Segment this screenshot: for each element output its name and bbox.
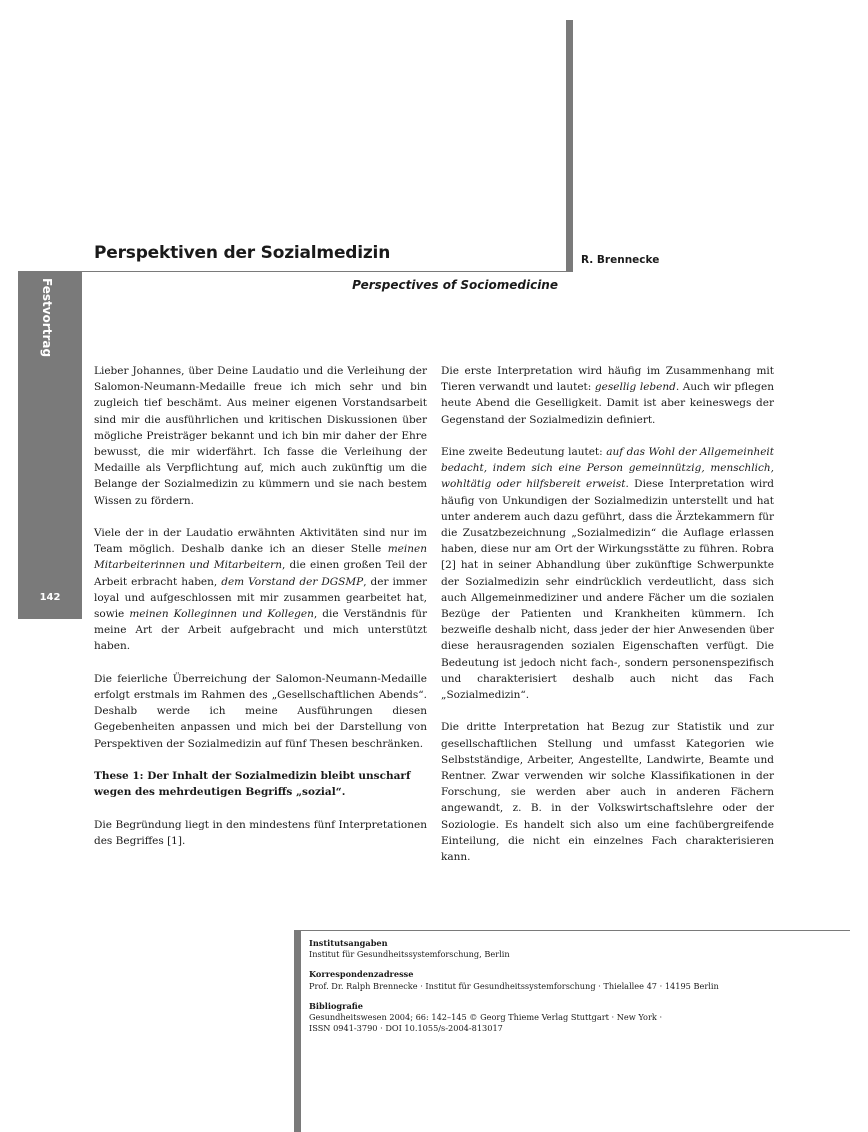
paragraph: Die feierliche Überreichung der Salomon-Neumann-Medaille erfolgt erstmals im Rahmen des „Gesellschaftlichen Abends“. Deshalb werde ich meine Ausführungen diesen Gegebenheiten anpassen und mich bei der Darstellung von Perspektiven der Sozialmedizin auf fünf Thesen beschränken.	[94, 672, 427, 750]
emphasis: dem Vorstand der DGSMP	[221, 575, 364, 588]
paragraph: Lieber Johannes, über Deine Laudatio und die Verleihung der Salomon-Neumann-Medaille freue ich mich sehr und bin zugleich tief beschämt. Aus meiner eigenen Vorstandsarbeit sind mir die ausführlichen und kritischen Diskussionen über mögliche Preisträger bekannt und ich bin mir daher der Ehre bewusst, die mir widerfährt. Ich fasse die Verleihung der Medaille als Verpflichtung auf, mich auch zukünftig um die Belange der Sozialmedizin zu kümmern und sie nach bestem Wissen zu fördern.	[94, 365, 427, 507]
paragraph: Die Begründung liegt in den mindestens fünf Interpretationen des Begriffes [1].	[94, 818, 427, 847]
paragraph	[94, 525, 427, 655]
thesis-heading: These 1: Der Inhalt der Sozialmedizin bleibt unscharf wegen des mehrdeutigen Begriffs „sozial“.	[94, 770, 411, 799]
text-run: , der immer loyal und aufgeschlossen mit mir zusammen gearbeitet hat, sowie	[94, 575, 427, 621]
article-author: R. Brennecke	[581, 254, 660, 266]
article-info-box	[309, 938, 849, 1043]
correspondence-block	[309, 969, 849, 991]
institution-heading: Institutsangaben	[309, 938, 388, 948]
emphasis: gesellig lebend	[594, 381, 676, 394]
text-run: , die einen großen Teil der Arbeit erbracht haben,	[94, 559, 427, 588]
article-title: Perspektiven der Sozialmedizin	[94, 243, 391, 263]
text-run: Die erste Interpretation wird häufig im Zusammenhang mit Tieren verwandt und lautet:	[441, 365, 774, 394]
emphasis: meinen Kolleginnen und Kollegen	[129, 608, 314, 621]
bibliography-heading: Bibliografie	[309, 1000, 363, 1011]
left-column	[94, 363, 427, 865]
correspondence-text: Prof. Dr. Ralph Brennecke · Institut für Gesundheitssystemforschung · Thielallee 47 · 14195 Berlin	[309, 980, 719, 991]
info-rule	[294, 930, 850, 931]
paragraph: Die dritte Interpretation hat Bezug zur Statistik und zur gesellschaftlichen Stellung und umfasst Kategorien wie Selbstständige, Arbeiter, Angestellte, Landwirte, Beamte und Rentner. Zwar verwenden wir solche Klassifikationen in der Forschung, sie werden aber auch in anderen Fächern angewandt, z. B. in der Volkswirtschaftslehre oder der Soziologie. Es handelt sich also um eine fachübergreifende Einteilung, die nicht ein einzelnes Fach charakterisieren kann.	[441, 721, 774, 864]
bibliography-block	[309, 1001, 849, 1035]
right-column	[441, 363, 774, 881]
paragraph	[441, 363, 774, 428]
institution-block	[309, 938, 849, 960]
header-vertical-rule	[566, 20, 573, 272]
text-run: , die Verständnis für meine Art der Arbeit aufgebracht und mich unterstützt haben.	[94, 608, 427, 653]
header-rule	[82, 271, 566, 272]
emphasis: auf das Wohl der Allgemeinheit bedacht, indem sich eine Person gemeinnützig, menschlich, wohltätig oder hilfsbereit erweist	[441, 446, 775, 491]
info-vertical-rule	[294, 930, 301, 1132]
text-run: Viele der in der Laudatio erwähnten Aktivitäten sind nur im Team möglich. Deshalb danke ich an dieser Stelle	[94, 527, 427, 556]
text-run: . Diese Interpretation wird häufig von Unkundigen der Sozialmedizin unterstellt und hat unter anderem auch dazu geführt, dass die Ärztekammern für die Zusatzbezeichnung „Sozialmedizin“ die Auflage erlassen haben, diese nur am Ort der Wirkungsstätte zu führen. Robra [2] hat in seiner Abhandlung über zukünftige Schwerpunkte der Sozialmedizin sehr eindrücklich verdeutlicht, dass sich auch Allgemeinmediziner und andere Fächer um die sozialen Bezüge der Patienten und Krankheiten kümmern. Ich bezweifle deshalb nicht, dass jeder der hier Anwesenden über diese herausragenden sozialen Eigenschaften verfügt. Die Bedeutung ist jedoch nicht fach-, sondern personenspezifisch und charakterisiert deshalb auch nicht das Fach „Sozialmedizin“.	[441, 478, 774, 702]
emphasis: meinen Mitarbeiterinnen und Mitarbeitern	[94, 543, 427, 572]
page-number: 142	[39, 592, 61, 603]
section-label: Festvortrag	[40, 278, 54, 358]
bibliography-line: ISSN 0941-3790 · DOI 10.1055/s-2004-813017	[309, 1023, 503, 1034]
text-run: . Auch wir pflegen heute Abend die Geselligkeit. Damit ist aber keineswegs der Gegenstand der Sozialmedizin definiert.	[441, 381, 774, 426]
text-run: Eine zweite Bedeutung lautet:	[441, 446, 607, 458]
section-sidebar	[18, 272, 82, 619]
institution-text: Institut für Gesundheitssystemforschung, Berlin	[309, 949, 510, 960]
bibliography-line: Gesundheitswesen 2004; 66: 142–145 © Georg Thieme Verlag Stuttgart · New York ·	[309, 1012, 663, 1023]
correspondence-heading: Korrespondenzadresse	[309, 969, 414, 980]
article-subtitle: Perspectives of Sociomedicine	[352, 278, 558, 292]
paragraph	[441, 444, 774, 703]
